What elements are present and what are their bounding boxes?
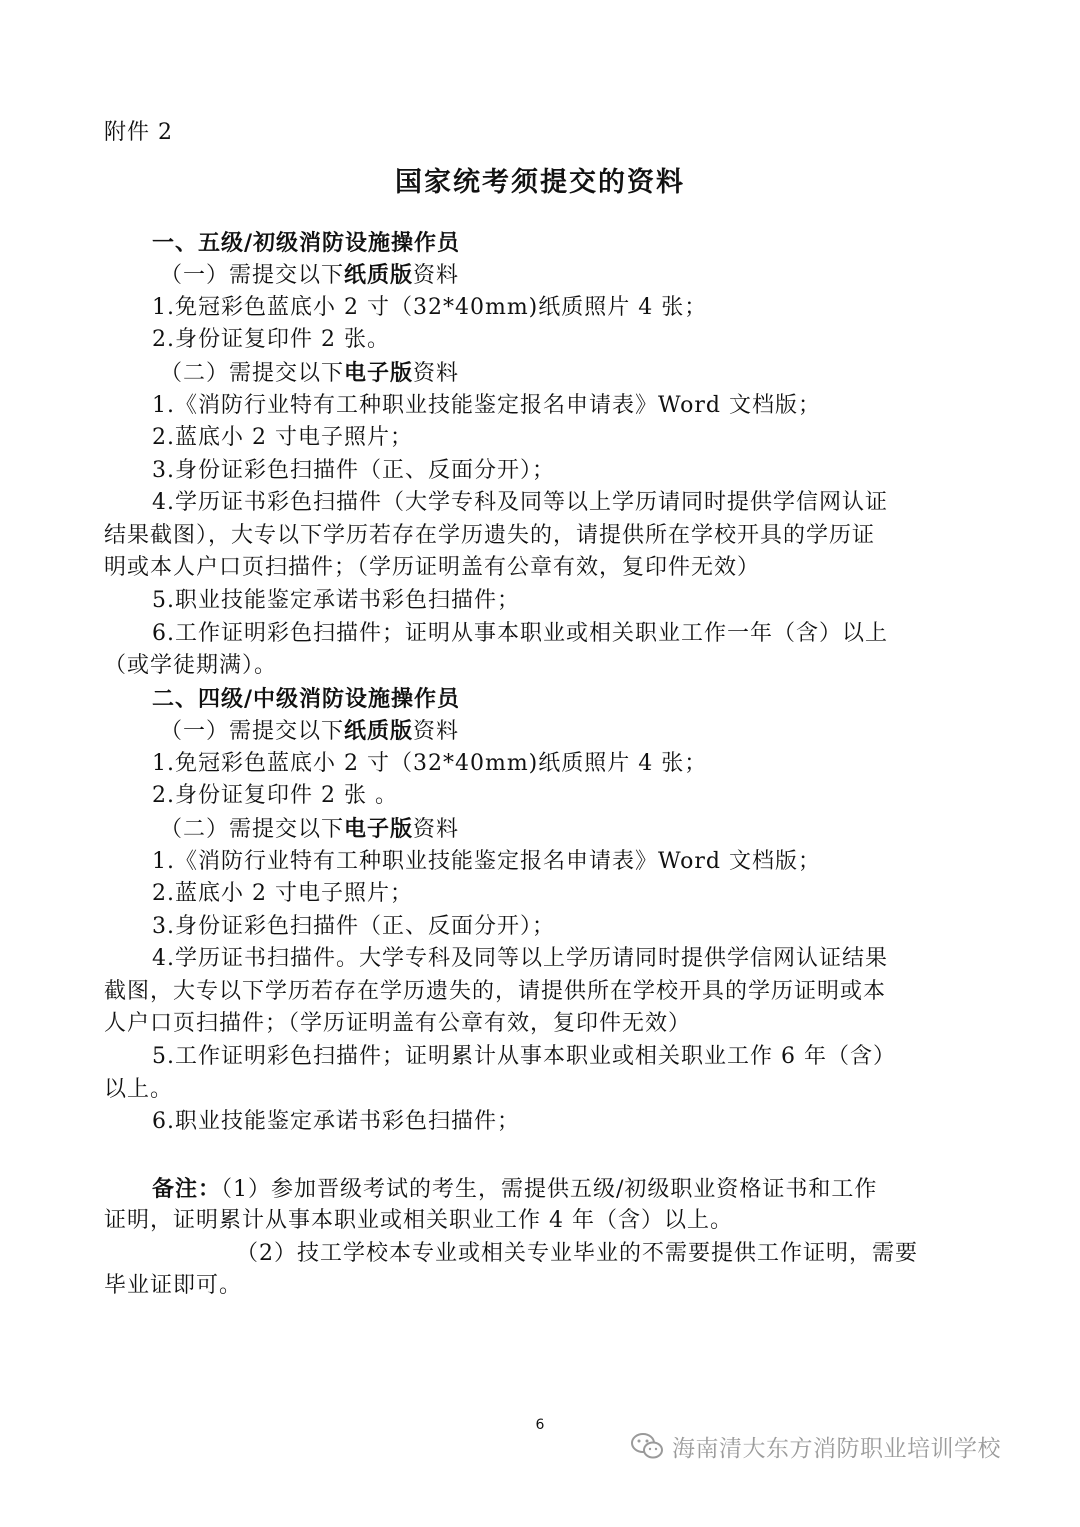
section1-electronic-intro: （二）需提交以下电子版资料 — [160, 360, 460, 386]
section2-heading: 二、四级/中级消防设施操作员 — [152, 686, 461, 712]
attachment-label: 附件 2 — [104, 120, 173, 145]
section2-electronic-line: 截图，大专以下学历若存在学历遗失的，请提供所在学校开具的学历证明或本 — [104, 979, 887, 1004]
section2-paper-item: 2.身份证复印件 2 张 。 — [152, 783, 398, 808]
section2-paper-intro: （一）需提交以下纸质版资料 — [160, 718, 460, 744]
notes-line: 证明，证明累计从事本职业或相关职业工作 4 年（含）以上。 — [104, 1208, 733, 1233]
page-title: 国家统考须提交的资料 — [395, 167, 685, 198]
section2-electronic-line: 人户口页扫描件；（学历证明盖有公章有效，复印件无效） — [104, 1011, 692, 1036]
section1-electronic-line: 5.职业技能鉴定承诺书彩色扫描件； — [152, 588, 520, 613]
section2-electronic-line: 3.身份证彩色扫描件（正、反面分开）； — [152, 914, 555, 939]
section2-electronic-intro: （二）需提交以下电子版资料 — [160, 816, 460, 842]
page-number: 6 — [535, 1417, 545, 1433]
section1-electronic-line: 明或本人户口页扫描件；（学历证明盖有公章有效，复印件无效） — [104, 555, 761, 580]
section1-paper-item: 2.身份证复印件 2 张。 — [152, 327, 390, 352]
notes-line: 毕业证即可。 — [104, 1273, 243, 1298]
section1-paper-intro: （一）需提交以下纸质版资料 — [160, 262, 460, 288]
section2-paper-item: 1.免冠彩色蓝底小 2 寸（32*40mm)纸质照片 4 张； — [152, 751, 708, 776]
section2-electronic-line: 2.蓝底小 2 寸电子照片； — [152, 881, 413, 906]
watermark-text: 海南清大东方消防职业培训学校 — [672, 1435, 1001, 1462]
section1-electronic-line: 结果截图），大专以下学历若存在学历遗失的，请提供所在学校开具的学历证 — [104, 523, 876, 548]
watermark — [630, 1430, 1001, 1462]
section1-electronic-line: 2.蓝底小 2 寸电子照片； — [152, 425, 413, 450]
section2-electronic-line: 5.工作证明彩色扫描件；证明累计从事本职业或相关职业工作 6 年（含） — [152, 1044, 896, 1069]
section1-paper-item: 1.免冠彩色蓝底小 2 寸（32*40mm)纸质照片 4 张； — [152, 295, 708, 320]
section2-electronic-line: 4.学历证书扫描件。大学专科及同等以上学历请同时提供学信网认证结果 — [152, 946, 888, 971]
notes-line: （2）技工学校本专业或相关专业毕业的不需要提供工作证明，需要 — [236, 1241, 918, 1266]
section1-electronic-line: 1.《消防行业特有工种职业技能鉴定报名申请表》Word 文档版； — [152, 393, 821, 418]
section2-electronic-line: 6.职业技能鉴定承诺书彩色扫描件； — [152, 1109, 520, 1134]
section1-electronic-line: 4.学历证书彩色扫描件（大学专科及同等以上学历请同时提供学信网认证 — [152, 490, 888, 515]
section1-heading: 一、五级/初级消防设施操作员 — [152, 230, 461, 256]
notes-label: 备注： — [152, 1176, 222, 1202]
section1-electronic-line: 3.身份证彩色扫描件（正、反面分开）； — [152, 458, 555, 483]
section2-electronic-line: 以上。 — [104, 1077, 174, 1102]
section1-electronic-line: 6.工作证明彩色扫描件；证明从事本职业或相关职业工作一年（含）以上 — [152, 621, 888, 646]
section2-electronic-line: 1.《消防行业特有工种职业技能鉴定报名申请表》Word 文档版； — [152, 849, 821, 874]
notes-line: 备注：（1）参加晋级考试的考生，需提供五级/初级职业资格证书和工作 — [152, 1176, 878, 1202]
section1-electronic-line: （或学徒期满）。 — [104, 653, 278, 678]
wechat-icon — [630, 1431, 664, 1461]
